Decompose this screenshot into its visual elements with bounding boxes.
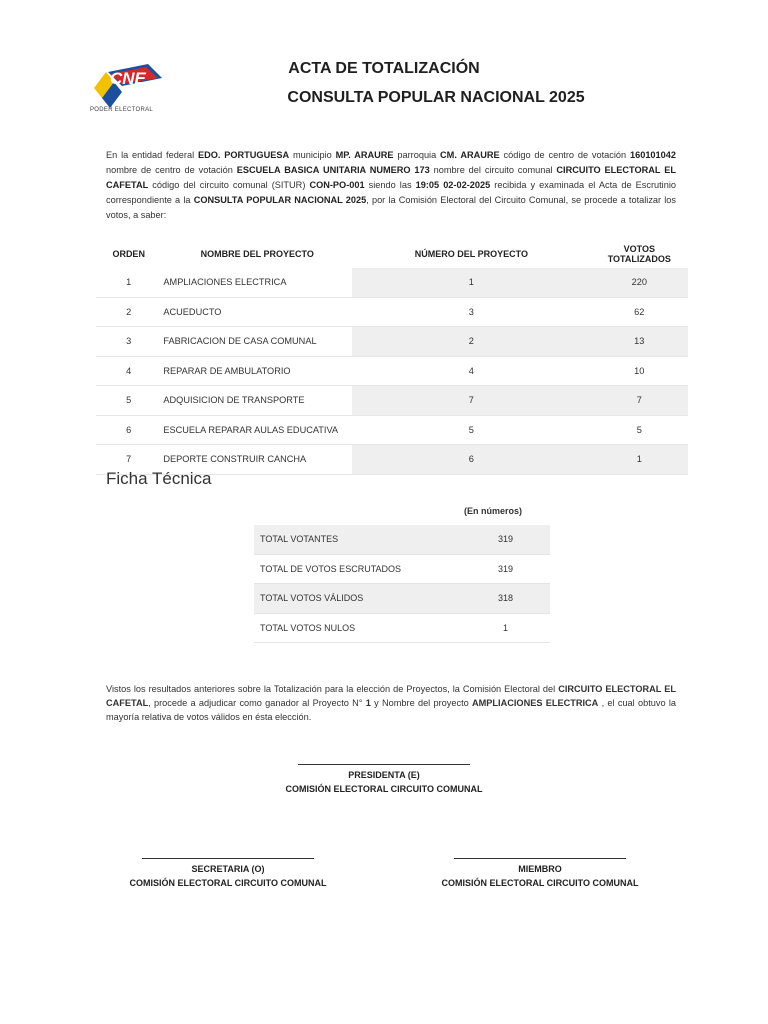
document-subtitle: CONSULTA POPULAR NACIONAL 2025 xyxy=(287,89,585,106)
miembro-signature-line xyxy=(454,858,626,859)
header-numero: NÚMERO DEL PROYECTO xyxy=(414,249,528,259)
table-row xyxy=(96,386,688,416)
table-cell: FABRICACION DE CASA COMUNAL xyxy=(161,327,352,357)
closing-num: 1 xyxy=(365,698,371,708)
table-cell: 5 xyxy=(352,415,590,445)
presidenta-signature xyxy=(234,768,534,796)
miembro-signature xyxy=(390,862,690,890)
table-cell: 3 xyxy=(352,297,590,327)
ficha-subheader: (En números) xyxy=(464,506,523,516)
consulta: CONSULTA POPULAR NACIONAL 2025 xyxy=(193,195,367,205)
ficha-row xyxy=(254,525,550,554)
table-cell: 4 xyxy=(352,356,590,386)
table-cell: TOTAL VOTOS NULOS xyxy=(254,613,461,643)
secretaria-role: SECRETARIA (O) xyxy=(191,864,265,874)
table-cell: AMPLIACIONES ELECTRICA xyxy=(161,268,352,297)
table-cell: 3 xyxy=(96,327,161,357)
logo-subtitle: PODER ELECTORAL xyxy=(90,107,154,113)
table-row xyxy=(96,415,688,445)
results-table xyxy=(96,240,688,475)
results-header-row xyxy=(96,240,688,268)
table-cell: TOTAL VOTOS VÁLIDOS xyxy=(254,584,461,614)
ficha-row xyxy=(254,613,550,643)
table-cell: 319 xyxy=(461,525,550,554)
ficha-row xyxy=(254,554,550,584)
presidenta-signature-line xyxy=(298,764,470,765)
table-cell: ESCUELA REPARAR AULAS EDUCATIVA xyxy=(161,415,352,445)
table-cell: 1 xyxy=(461,613,550,643)
table-cell: 1 xyxy=(352,268,590,297)
header-nombre: NOMBRE DEL PROYECTO xyxy=(200,249,314,259)
table-cell: 7 xyxy=(96,445,161,475)
table-row xyxy=(96,356,688,386)
circuito: CIRCUITO ELECTORAL EL CAFETAL xyxy=(106,165,676,190)
table-cell: 318 xyxy=(461,584,550,614)
table-cell: 6 xyxy=(96,415,161,445)
table-cell: 2 xyxy=(96,297,161,327)
ficha-title: Ficha Técnica xyxy=(106,469,212,488)
ficha-table xyxy=(254,525,550,643)
codigo-centro: 160101042 xyxy=(629,150,676,160)
table-row xyxy=(96,297,688,327)
presidenta-role: PRESIDENTA (E) xyxy=(348,770,420,780)
table-cell: 6 xyxy=(352,445,590,475)
table-cell: 2 xyxy=(352,327,590,357)
header-orden: ORDEN xyxy=(112,249,145,259)
intro-paragraph: En la entidad federal EDO. PORTUGUESA municipio MP. ARAURE parroquia CM. ARAURE código de centro de votación 160101042 nombre de centro de votación ESCUELA BASICA UNITARIA NUMERO 173 nombre del circuito comunal CIRCUITO ELECTORAL EL CAFETAL código del circuito comunal (SITUR) CON-PO-001 siendo las 19:05 02-02-2025 recibida y examinada el Acta de Escrutinio correspondiente a la CONSULTA POPULAR NACIONAL 2025, por la Comisión Electoral del Circuito Comunal, se procede a totalizar los votos, a saber: xyxy=(106,150,677,220)
presidenta-org: COMISIÓN ELECTORAL CIRCUITO COMUNAL xyxy=(285,784,483,794)
secretaria-signature-line xyxy=(142,858,314,859)
table-cell: 1 xyxy=(591,445,688,475)
table-cell: 5 xyxy=(591,415,688,445)
closing-proyecto: AMPLIACIONES ELECTRICA xyxy=(472,698,599,708)
table-cell: 5 xyxy=(96,386,161,416)
secretaria-signature xyxy=(78,862,378,890)
closing-paragraph: Vistos los resultados anteriores sobre la Totalización para la elección de Proyectos, la Comisión Electoral del CIRCUITO ELECTORAL EL CAFETAL, procede a adjudicar como ganador al Proyecto N° 1 y Nombre del proyecto AMPLIACIONES ELECTRICA , el cual obtuvo la mayoría relativa de votos válidos en ésta elección. xyxy=(106,684,676,722)
table-cell: 7 xyxy=(591,386,688,416)
table-cell: 10 xyxy=(591,356,688,386)
situr: CON-PO-001 xyxy=(309,180,365,190)
table-cell: DEPORTE CONSTRUIR CANCHA xyxy=(161,445,352,475)
secretaria-org: COMISIÓN ELECTORAL CIRCUITO COMUNAL xyxy=(129,878,327,888)
table-cell: REPARAR DE AMBULATORIO xyxy=(161,356,352,386)
closing-circuito: CIRCUITO ELECTORAL EL CAFETAL xyxy=(106,684,676,708)
table-cell: 7 xyxy=(352,386,590,416)
nombre-centro: ESCUELA BASICA UNITARIA NUMERO 173 xyxy=(236,165,430,175)
document-title: ACTA DE TOTALIZACIÓN xyxy=(288,60,480,77)
table-cell: 62 xyxy=(591,297,688,327)
parroquia: CM. ARAURE xyxy=(440,150,500,160)
table-cell: ADQUISICION DE TRANSPORTE xyxy=(161,386,352,416)
table-cell: TOTAL DE VOTOS ESCRUTADOS xyxy=(254,554,461,584)
table-cell: 4 xyxy=(96,356,161,386)
table-cell: ACUEDUCTO xyxy=(161,297,352,327)
ficha-row xyxy=(254,584,550,614)
table-cell: TOTAL VOTANTES xyxy=(254,525,461,554)
estado: EDO. PORTUGUESA xyxy=(197,150,290,160)
header-votos: VOTOS TOTALIZADOS xyxy=(607,244,671,264)
miembro-role: MIEMBRO xyxy=(518,864,562,874)
table-row xyxy=(96,268,688,297)
table-cell: 1 xyxy=(96,268,161,297)
table-cell: 220 xyxy=(591,268,688,297)
table-row xyxy=(96,327,688,357)
table-cell: 319 xyxy=(461,554,550,584)
table-cell: 13 xyxy=(591,327,688,357)
fecha-hora: 19:05 02-02-2025 xyxy=(415,180,491,190)
miembro-org: COMISIÓN ELECTORAL CIRCUITO COMUNAL xyxy=(441,878,639,888)
municipio: MP. ARAURE xyxy=(335,150,394,160)
logo-text: CNE xyxy=(110,69,146,88)
